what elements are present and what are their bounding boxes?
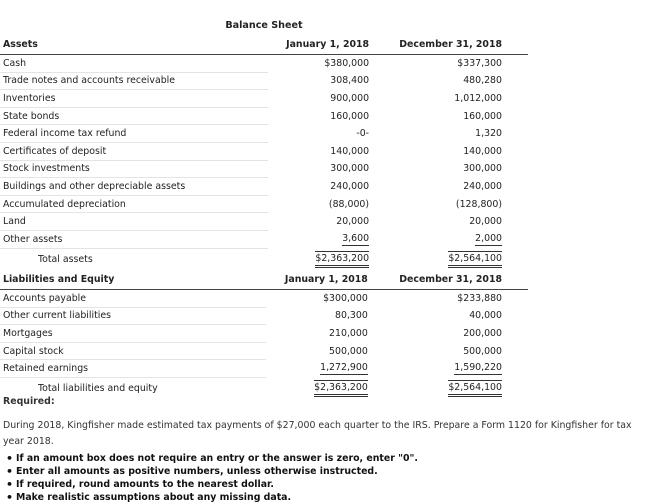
dec-value: [399, 360, 528, 378]
jan-value-text: 1,272,900: [320, 362, 368, 374]
assets-header-row: [0, 36, 528, 55]
dec-value: 140,000: [463, 145, 502, 157]
dec-value: 480,280: [463, 75, 502, 87]
jan-value: $380,000: [324, 58, 370, 70]
liabilities-header-row: [0, 271, 528, 290]
jan-value: 20,000: [336, 216, 370, 228]
dec-value: 20,000: [469, 216, 502, 228]
total-jan: [266, 377, 377, 399]
row-label: Accumulated depreciation: [0, 195, 268, 213]
row-label: Cash: [0, 55, 268, 73]
list-item: • If an amount box does not require an entry or the answer is zero, enter "0".: [3, 452, 418, 465]
required-heading: Required:: [3, 396, 55, 407]
dec-value: 1,320: [475, 128, 502, 140]
jan-value: 210,000: [329, 327, 368, 339]
table-row: [0, 72, 528, 90]
row-label: State bonds: [0, 107, 268, 125]
jan-value: 140,000: [330, 145, 370, 157]
jan-value: 80,300: [335, 310, 368, 322]
table-row: [0, 178, 528, 196]
row-label: Inventories: [0, 90, 268, 108]
table-row: [0, 195, 528, 213]
instructions-list: [3, 452, 418, 504]
instructions-paragraph: During 2018, Kingfisher made estimated tax payments of $27,000 each quarter to the IRS. Prepare a Form 1120 for Kingfisher for tax year 2018.: [3, 420, 632, 447]
total-row: [0, 248, 528, 270]
jan-value: [266, 360, 377, 378]
list-item: • Enter all amounts as positive numbers, unless otherwise instructed.: [3, 465, 418, 478]
total-jan-text: $2,363,200: [314, 380, 368, 397]
table-row: [0, 55, 528, 73]
dec-value-text: 1,590,220: [454, 362, 502, 374]
jan-value: $300,000: [323, 293, 368, 305]
row-label: Mortgages: [0, 325, 266, 343]
table-row: [0, 290, 528, 308]
liabilities-table: [0, 271, 528, 399]
table-row: [0, 142, 528, 160]
dec-value: (128,800): [455, 198, 502, 210]
total-row: [0, 377, 528, 399]
jan-value: -0-: [356, 128, 370, 140]
table-row: [0, 160, 528, 178]
dec-value: 160,000: [463, 110, 502, 122]
dec-value-text: 2,000: [475, 232, 502, 244]
row-label: Federal income tax refund: [0, 125, 268, 143]
jan-value: 300,000: [330, 163, 370, 175]
dec-value: $233,880: [457, 293, 502, 305]
total-dec-text: $2,564,100: [448, 251, 502, 268]
table-row: [0, 125, 528, 143]
row-label: Certificates of deposit: [0, 142, 268, 160]
table-row: [0, 360, 528, 378]
total-jan-text: $2,363,200: [315, 251, 369, 268]
dec-value: 200,000: [463, 327, 502, 339]
jan-value: 160,000: [330, 110, 370, 122]
total-dec: [399, 248, 528, 270]
row-label-text: Retained earnings: [3, 363, 89, 375]
dec-value: 300,000: [463, 163, 502, 175]
jan-value: (88,000): [328, 198, 370, 210]
table-row: [0, 213, 528, 231]
total-dec-text: $2,564,100: [448, 380, 502, 397]
dec-value: 240,000: [463, 180, 502, 192]
row-label: Capital stock: [0, 342, 266, 360]
assets-col-dec-header: December 31, 2018: [399, 36, 528, 55]
jan-value-text: 3,600: [342, 232, 370, 244]
total-assets-label: Total assets: [38, 253, 93, 265]
jan-value: 308,400: [330, 75, 370, 87]
table-row: [0, 307, 528, 325]
balance-sheet-title: Balance Sheet: [225, 20, 303, 31]
row-label: Trade notes and accounts receivable: [0, 72, 268, 90]
table-row: [0, 90, 528, 108]
total-jan: [268, 248, 378, 270]
table-row: [0, 342, 528, 360]
row-label: Accounts payable: [0, 290, 266, 308]
table-row: [0, 107, 528, 125]
row-label: [0, 360, 266, 378]
liab-col-jan-header: January 1, 2018: [266, 271, 377, 290]
jan-value: 900,000: [330, 92, 370, 104]
row-label: Other current liabilities: [0, 307, 266, 325]
list-item: • Make realistic assumptions about any missing data.: [3, 491, 418, 504]
dec-value: $337,300: [457, 58, 502, 70]
row-label: Land: [0, 213, 268, 231]
row-label-text: Other assets: [3, 233, 63, 245]
liabilities-heading: Liabilities and Equity: [0, 271, 266, 290]
assets-table: [0, 36, 528, 270]
assets-heading: Assets: [0, 36, 268, 55]
table-row: [0, 230, 528, 248]
row-label: Stock investments: [0, 160, 268, 178]
list-item: • If required, round amounts to the nearest dollar.: [3, 478, 418, 491]
jan-value: [268, 230, 378, 248]
row-label: Buildings and other depreciable assets: [0, 178, 268, 196]
dec-value: 1,012,000: [454, 92, 502, 104]
total-liabilities-label: Total liabilities and equity: [38, 383, 158, 395]
jan-value: 500,000: [329, 345, 368, 357]
total-dec: [399, 377, 528, 399]
dec-value: 500,000: [463, 345, 502, 357]
table-row: [0, 325, 528, 343]
assets-col-jan-header: January 1, 2018: [268, 36, 378, 55]
jan-value: 240,000: [330, 180, 370, 192]
dec-value: 40,000: [469, 310, 502, 322]
dec-value: [399, 230, 528, 248]
liab-col-dec-header: December 31, 2018: [399, 271, 528, 290]
row-label: [0, 230, 268, 248]
